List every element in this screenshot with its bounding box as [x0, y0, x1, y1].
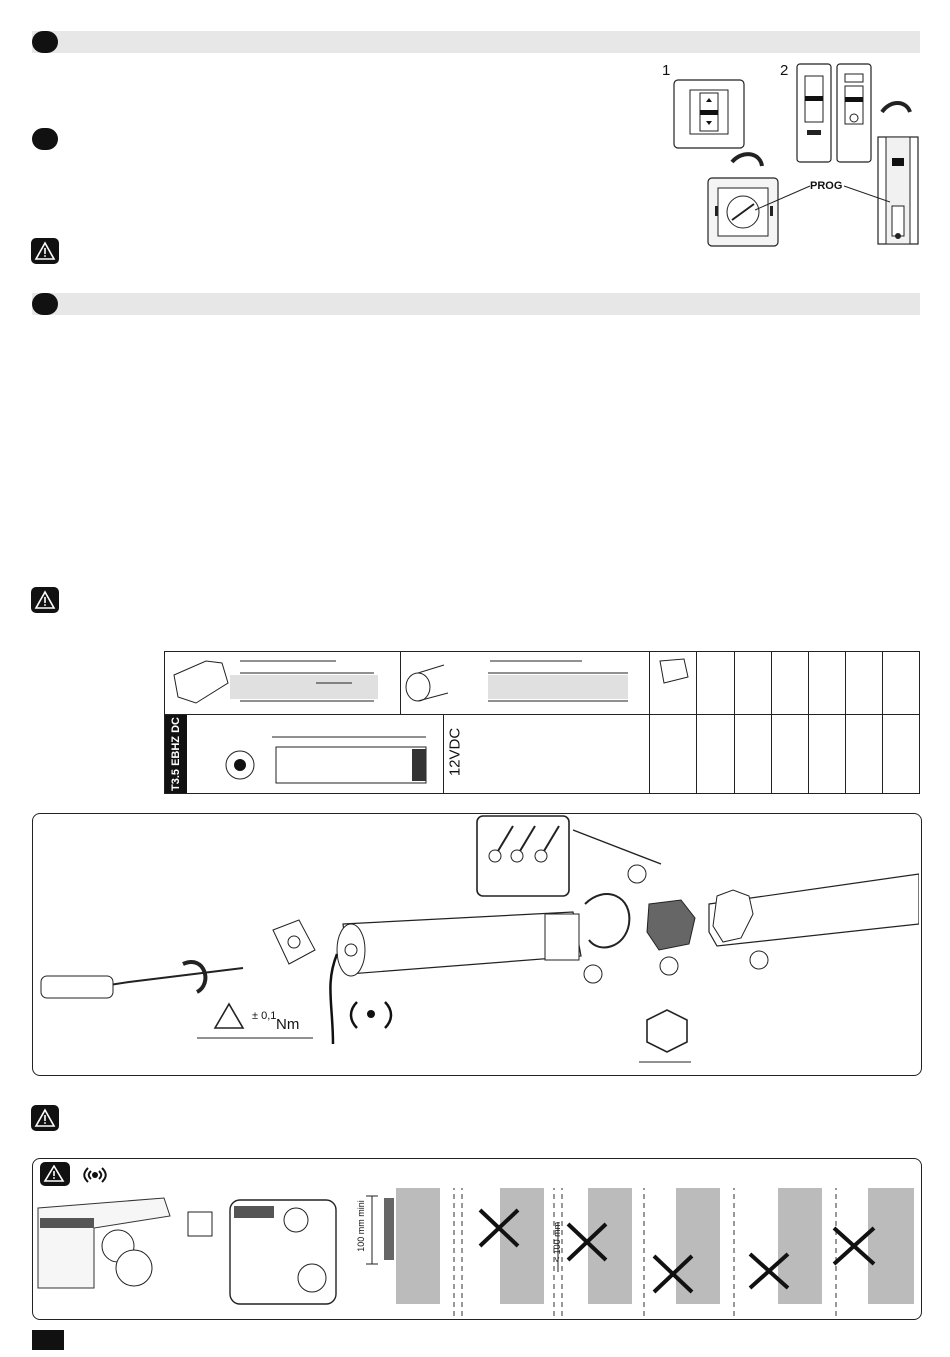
tube-round-illustration: [402, 653, 646, 713]
table-column-2: [734, 651, 772, 715]
table-column-3: [734, 714, 772, 794]
table-column-5: [808, 714, 846, 794]
table-column-1: [649, 714, 697, 794]
table-column-5: [845, 651, 883, 715]
table-column-6: [882, 651, 920, 715]
table-column-4: [771, 714, 809, 794]
section-number-badge-3: [32, 293, 58, 315]
section-header-bar-1: [32, 31, 920, 53]
tube-octagonal-illustration: [166, 653, 398, 713]
section-header-bar-3: [32, 293, 920, 315]
table-column-4: [808, 651, 846, 715]
table-column-3: [771, 651, 809, 715]
minimum-clearance-label: 100 mm mini: [356, 1200, 366, 1252]
voltage-cell: [443, 714, 650, 794]
warning-icon: [31, 1105, 59, 1131]
table-column-1: [696, 651, 735, 715]
table-column-2: [696, 714, 735, 794]
warning-icon: [31, 238, 59, 264]
section-number-badge-2: [32, 128, 58, 150]
installation-illustration: [34, 1188, 918, 1316]
section-number-badge-1: [32, 31, 58, 53]
warning-icon: [31, 587, 59, 613]
figure-label-2: 2: [780, 62, 789, 79]
torque-unit: Nm: [276, 1016, 300, 1033]
table-column-6: [845, 714, 883, 794]
warning-icon: [40, 1162, 70, 1186]
page-number-badge: [32, 1330, 64, 1350]
radio-signal-icon: [80, 1164, 110, 1186]
voltage-label: 12VDC: [446, 727, 464, 777]
table-column-7: [882, 714, 920, 794]
remote-controls-illustration: [660, 60, 925, 250]
torque-prefix: ± 0,1: [252, 1010, 277, 1022]
prog-label: PROG: [810, 180, 843, 192]
motor-drawing: [190, 717, 442, 791]
maximum-clearance-label: < 100 mm: [552, 1221, 562, 1263]
figure-label-1: 1: [662, 62, 671, 79]
adapter-illustration: [652, 655, 694, 687]
motor-model-label: T3.5 EBHZ DC: [170, 717, 182, 791]
motor-assembly-illustration: [33, 814, 919, 1072]
